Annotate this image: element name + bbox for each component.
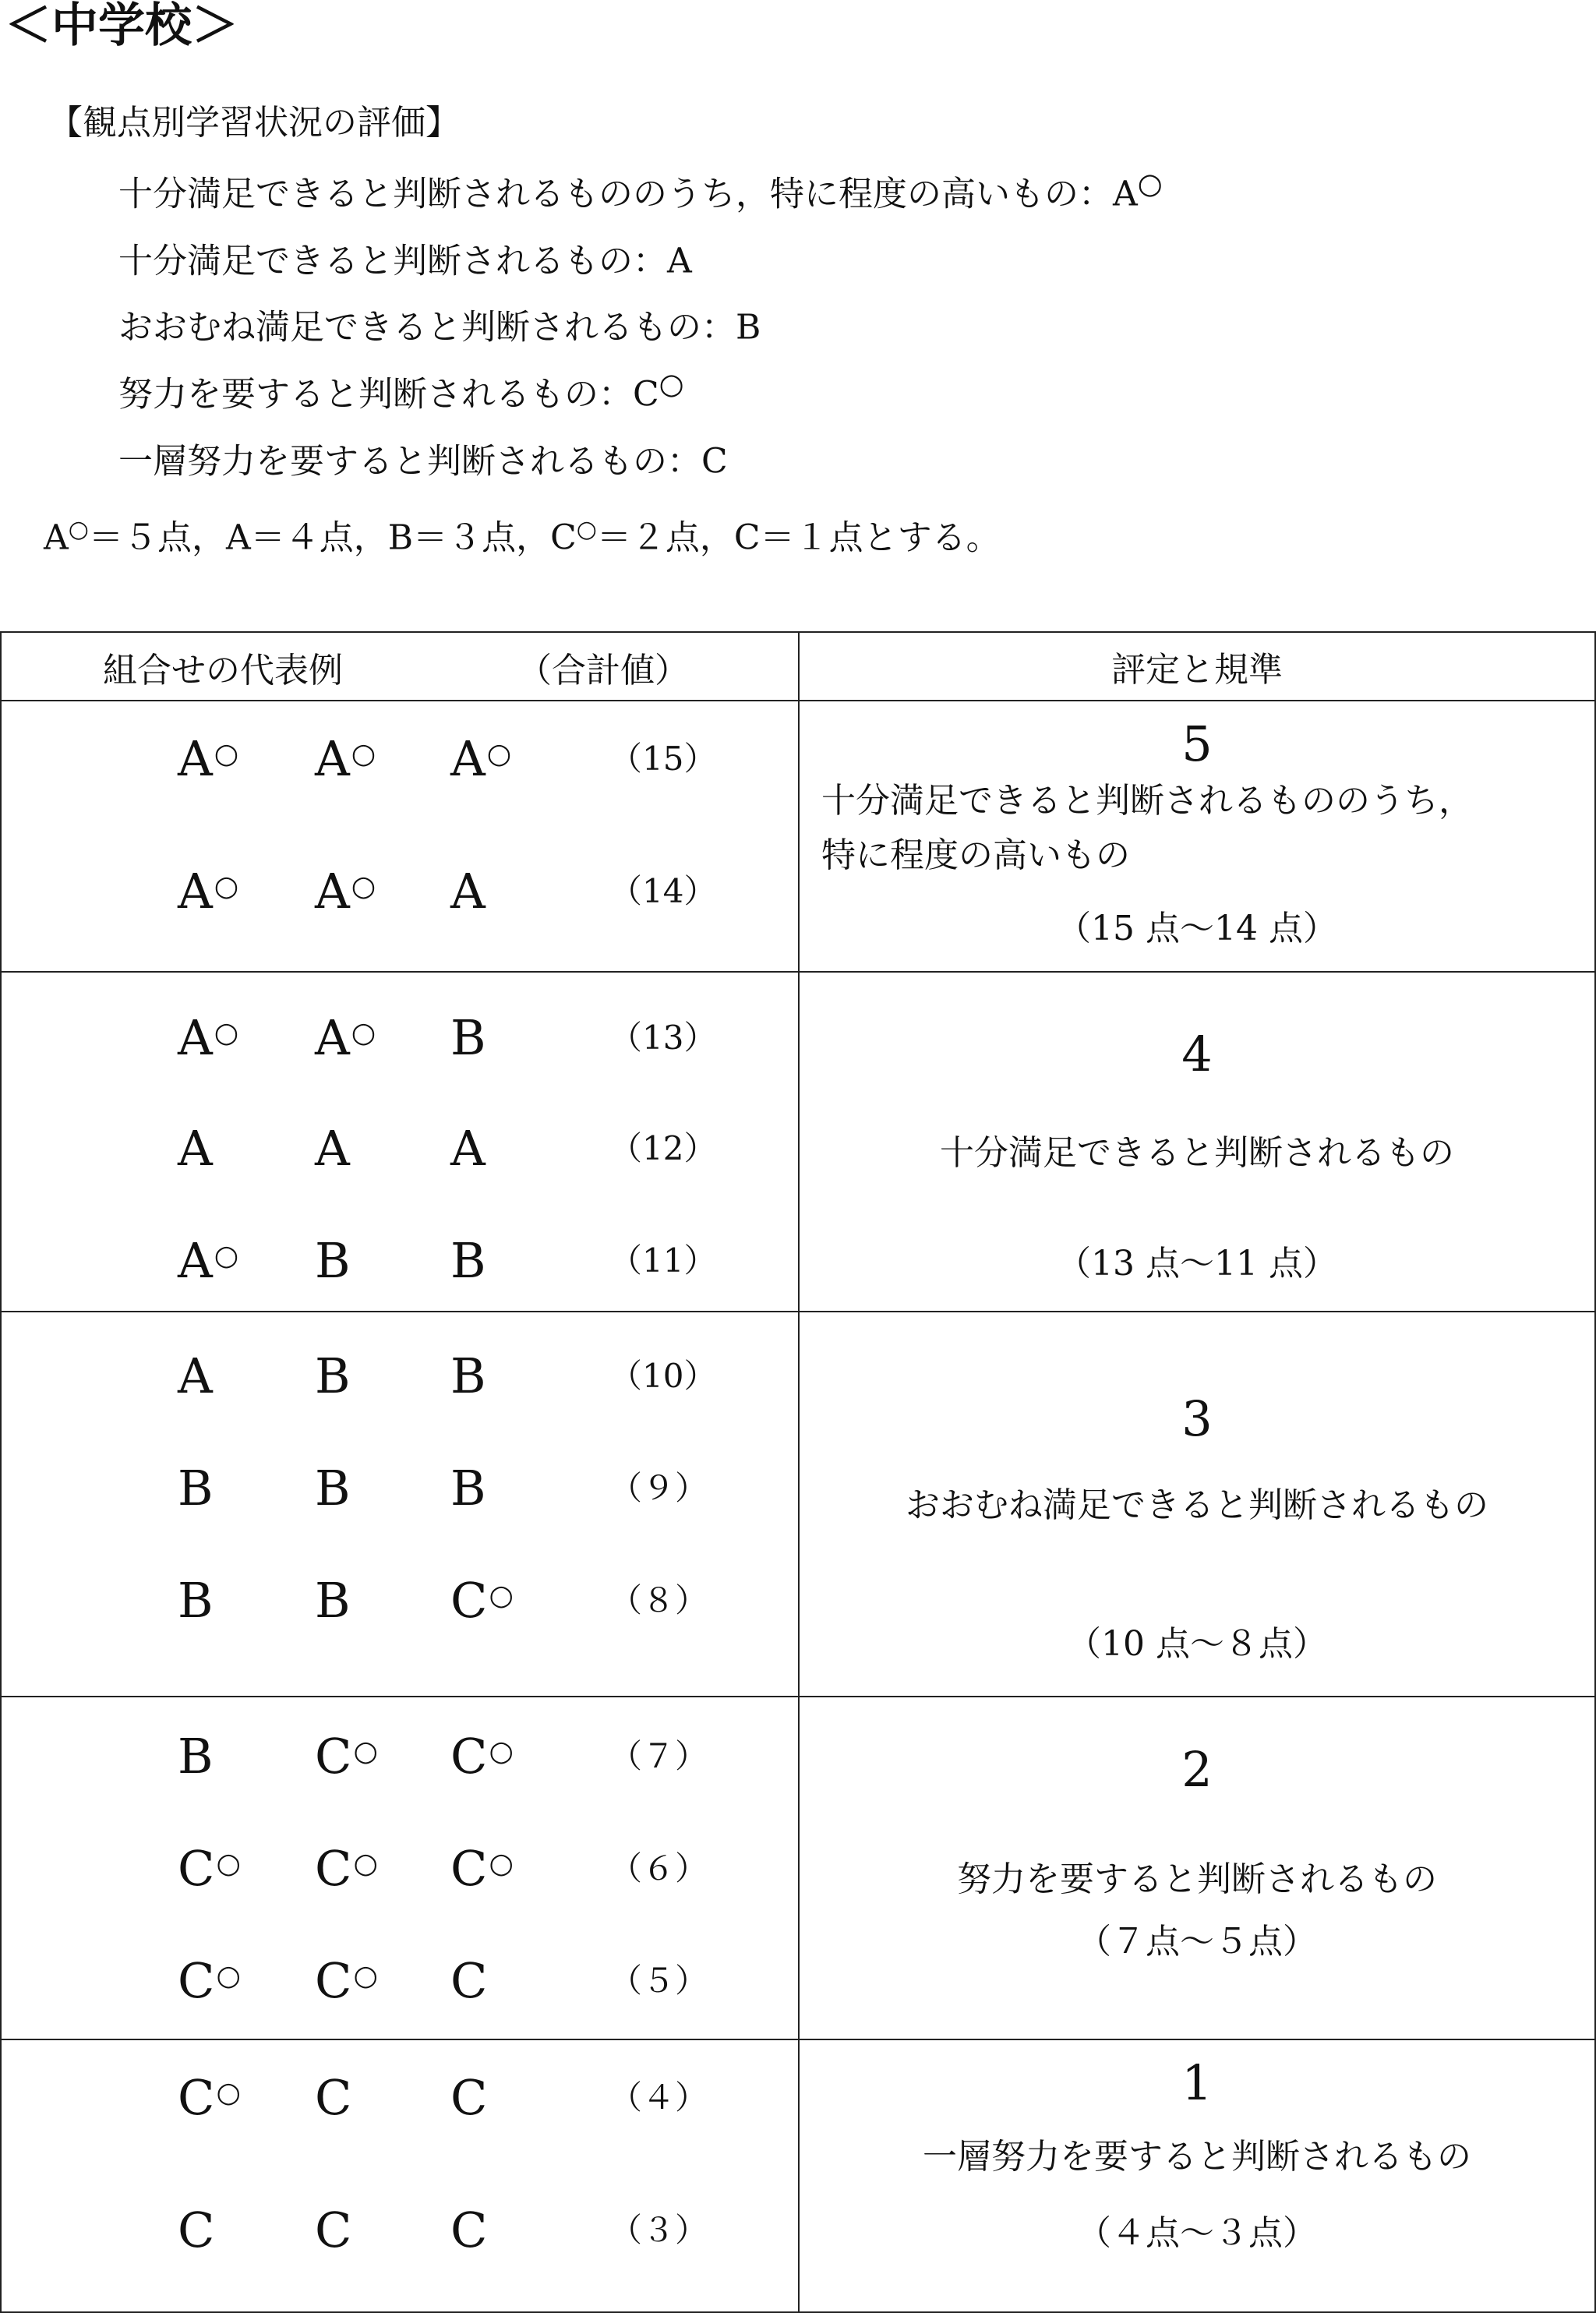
grade-letter: C○ <box>315 1952 378 2009</box>
combo-row <box>2 1120 798 1177</box>
grade-letter: C○ <box>315 1728 378 1785</box>
score-cell <box>799 701 1595 972</box>
grade-letter: C <box>450 1952 488 2009</box>
score-cell <box>799 972 1595 1312</box>
grade-mark: ○ <box>351 870 376 902</box>
combo-total: （15） <box>609 740 717 778</box>
grade-mark: ○ <box>489 1580 514 1612</box>
grade-letter: B <box>450 1460 486 1517</box>
table-row <box>1 701 1595 972</box>
grade-mark: ○ <box>353 1736 378 1767</box>
table-row <box>1 1697 1595 2039</box>
score-range: （15 点～14 点） <box>1057 909 1337 948</box>
score-range: （４点～３点） <box>1077 2213 1317 2253</box>
combo-total: （10） <box>609 1357 717 1395</box>
score-number: 5 <box>1181 715 1213 772</box>
section-title: 【観点別学習状況の評価】 <box>48 103 460 143</box>
combo-cell <box>1 701 799 972</box>
combo-row <box>2 1347 798 1404</box>
score-number: 4 <box>1181 1026 1213 1082</box>
score-number: 1 <box>1181 2054 1213 2111</box>
score-range: （７点～５点） <box>1077 1922 1317 1962</box>
combo-total: （９） <box>609 1469 708 1507</box>
grade-mark: ○ <box>351 738 376 770</box>
combo-row <box>2 2069 798 2126</box>
grade-mark: ○ <box>216 1960 241 1992</box>
criteria-item: 十分満足できると判断されるもの：A <box>118 241 692 281</box>
grade-mark: ○ <box>353 1960 378 1992</box>
score-cell <box>799 1697 1595 2039</box>
combo-row <box>2 1232 798 1289</box>
criteria-list <box>118 156 1163 489</box>
combo-cell <box>1 972 799 1312</box>
grade-letter: B <box>315 1232 351 1289</box>
combo-total: （６） <box>609 1849 708 1887</box>
grade-letter: B <box>315 1460 351 1517</box>
grade-letter: C○ <box>450 1728 514 1785</box>
score-description: 十分満足できると判断されるもの <box>940 1133 1454 1173</box>
combo-row <box>2 1728 798 1785</box>
score-range: （10 点～８点） <box>1067 1624 1327 1664</box>
table-row <box>1 1312 1595 1697</box>
combo-total: （14） <box>609 872 717 910</box>
grade-mark: ○ <box>216 1848 241 1880</box>
grade-letter: A <box>178 1347 213 1404</box>
grade-letter: A○ <box>450 730 512 787</box>
grade-letter: B <box>450 1232 486 1289</box>
grade-mark: ○ <box>353 1848 378 1880</box>
combo-row <box>2 1572 798 1629</box>
grade-letter: C <box>178 2202 215 2258</box>
header-grade: 評定と規準 <box>799 632 1595 701</box>
combo-total: （５） <box>609 1962 708 2000</box>
header-combo-cell <box>1 632 799 701</box>
grade-mark: ○ <box>351 1017 376 1049</box>
grade-letter: B <box>450 1009 486 1066</box>
combo-row <box>2 1009 798 1066</box>
grade-letter: A○ <box>178 730 239 787</box>
grade-letter: A○ <box>315 863 376 920</box>
criteria-item: 一層努力を要すると判断されるもの：C <box>118 441 728 482</box>
combo-total: （12） <box>609 1129 717 1167</box>
grade-letter: C <box>315 2069 352 2126</box>
combo-total: （13） <box>609 1019 717 1057</box>
criteria-item: 十分満足できると判断されるもののうち，特に程度の高いもの：A○ <box>118 167 1163 214</box>
grade-letter: C○ <box>315 1840 378 1897</box>
combo-total: （３） <box>609 2211 708 2249</box>
grade-letter: B <box>178 1728 214 1785</box>
grade-mark: ○ <box>214 738 239 770</box>
grade-letter: C○ <box>178 2069 241 2126</box>
grade-letter: C○ <box>178 1840 241 1897</box>
grade-letter: B <box>315 1347 351 1404</box>
score-number: 2 <box>1181 1741 1213 1798</box>
combo-row <box>2 1840 798 1897</box>
score-number: 3 <box>1181 1390 1213 1447</box>
table-header <box>1 632 1595 701</box>
page-title: ＜中学校＞ <box>5 0 238 53</box>
header-combo: 組合せの代表例 <box>103 651 343 690</box>
grade-letter: A○ <box>178 1232 239 1289</box>
grade-letter: A <box>315 1120 350 1177</box>
grade-mark: ○ <box>216 2077 241 2109</box>
grade-mark: ○ <box>489 1736 514 1767</box>
score-cell <box>799 1312 1595 1697</box>
combo-cell <box>1 1312 799 1697</box>
grade-letter: A <box>450 1120 486 1177</box>
grade-mark: ○ <box>486 738 512 770</box>
grade-letter: B <box>178 1572 214 1629</box>
grade-letter: C○ <box>450 1840 514 1897</box>
combo-total: （７） <box>609 1737 708 1775</box>
grade-letter: C○ <box>450 1572 514 1629</box>
points-note: A○＝５点，A＝４点，B＝３点，C○＝２点，C＝１点とする。 <box>44 516 1001 558</box>
combo-row <box>2 730 798 787</box>
combo-row <box>2 863 798 920</box>
combo-total: （４） <box>609 2078 708 2117</box>
score-cell <box>799 2039 1595 2312</box>
score-description: 特に程度の高いもの <box>821 835 1130 875</box>
grade-letter: C○ <box>178 1952 241 2009</box>
grade-letter: B <box>315 1572 351 1629</box>
grade-letter: A○ <box>315 730 376 787</box>
combo-cell <box>1 2039 799 2312</box>
header-total: （合計値） <box>517 651 689 690</box>
grade-mark: ○ <box>214 1240 239 1272</box>
combo-cell <box>1 1697 799 2039</box>
grade-letter: A○ <box>315 1009 376 1066</box>
grade-letter: B <box>450 1347 486 1404</box>
combo-row <box>2 1952 798 2009</box>
grade-table <box>0 631 1596 2313</box>
score-range: （13 点～11 点） <box>1057 1244 1337 1284</box>
grade-letter: A○ <box>178 1009 239 1066</box>
grade-letter: C <box>450 2202 488 2258</box>
grade-letter: A○ <box>178 863 239 920</box>
grade-letter: A <box>450 863 486 920</box>
score-description: 一層努力を要すると判断されるもの <box>923 2137 1471 2177</box>
score-description: 十分満足できると判断されるもののうち， <box>821 781 1473 821</box>
criteria-item: おおむね満足できると判断されるもの：B <box>118 307 761 348</box>
score-description: おおむね満足できると判断されるもの <box>906 1485 1488 1525</box>
combo-total: （８） <box>609 1581 708 1619</box>
criteria-item: 努力を要すると判断されるもの：C○ <box>118 366 684 415</box>
grade-letter: C <box>450 2069 488 2126</box>
grade-letter: B <box>178 1460 214 1517</box>
grade-letter: A <box>178 1120 213 1177</box>
grade-mark: ○ <box>214 1017 239 1049</box>
table-row <box>1 2039 1595 2312</box>
combo-row <box>2 1460 798 1517</box>
combo-row <box>2 2202 798 2258</box>
score-description: 努力を要すると判断されるもの <box>957 1859 1437 1899</box>
grade-letter: C <box>315 2202 352 2258</box>
grade-mark: ○ <box>489 1848 514 1880</box>
grade-mark: ○ <box>214 870 239 902</box>
table-row <box>1 972 1595 1312</box>
combo-total: （11） <box>609 1241 717 1280</box>
